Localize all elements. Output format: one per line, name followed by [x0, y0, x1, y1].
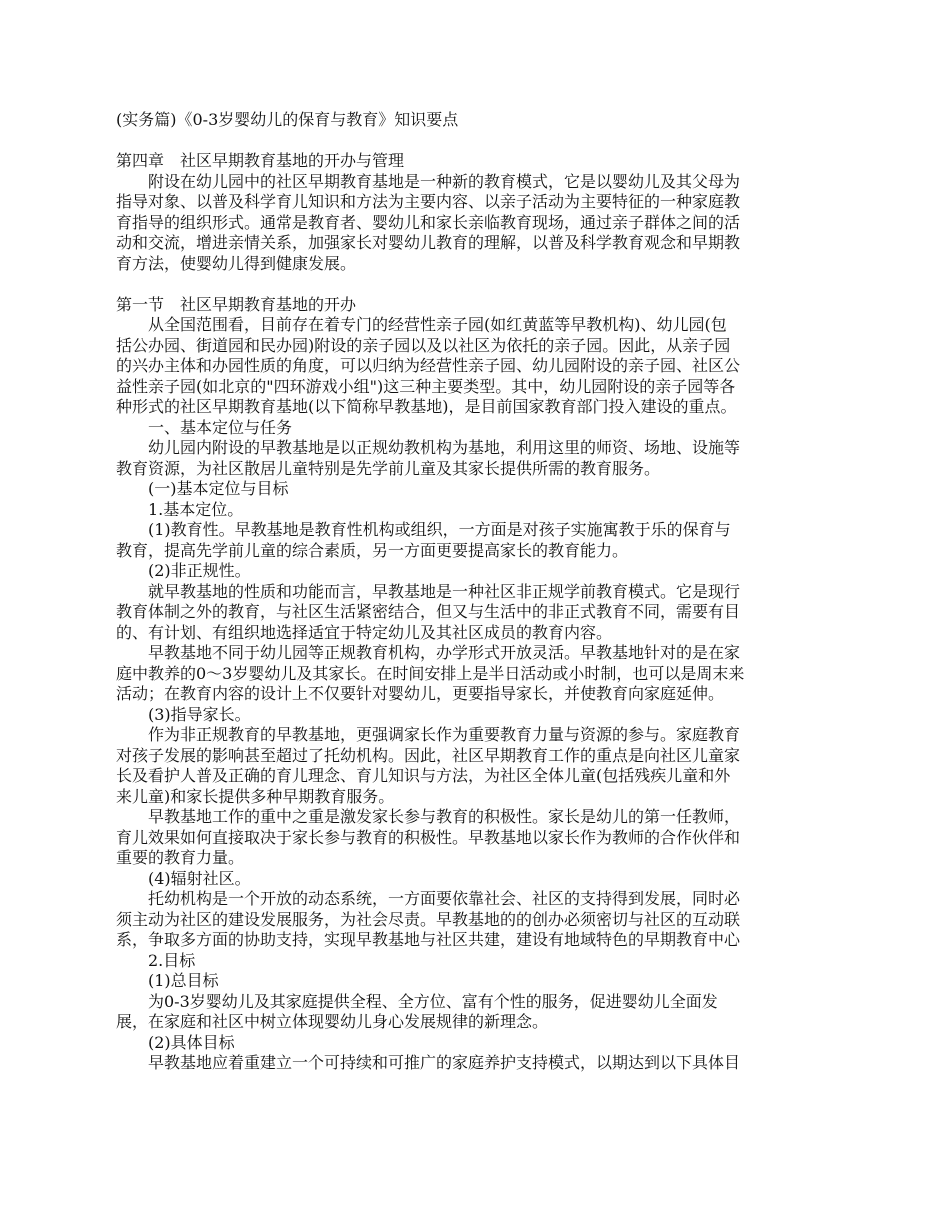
text-line: (1)教育性。早教基地是教育性机构或组织，一方面是对孩子实施寓教于乐的保育与 [148, 520, 731, 539]
text-line: 从全国范围看，目前存在着专门的经营性亲子园(如红黄蓝等早教机构)、幼儿园(包 [148, 315, 727, 334]
section-heading: 第一节 社区早期教育基地的开办 [116, 294, 357, 314]
paragraph-community [116, 889, 838, 951]
paragraph-specific-goal [116, 1053, 838, 1074]
text-line: 括公办园、街道园和民办园)附设的亲子园以及以社区为依托的亲子园。因此，从亲子园 [116, 335, 731, 355]
text-line: 展，在家庭和社区中树立体现婴幼儿身心发展规律的新理念。 [116, 1012, 549, 1031]
spacer [116, 131, 838, 152]
text-line: 育方法，使婴幼儿得到健康发展。 [116, 253, 357, 273]
spacer [116, 274, 838, 295]
text-line: 早教基地应着重建立一个可持续和可推广的家庭养护支持模式，以期达到以下具体目 [148, 1053, 741, 1072]
subheading-specific-goal: (2)具体目标 [148, 1032, 235, 1052]
doc-title: (实务篇)《0-3岁婴幼儿的保育与教育》知识要点 [116, 110, 459, 129]
text-line: 幼儿园内附设的早教基地是以正规幼教机构为基地，利用这里的师资、场地、设施等 [148, 438, 741, 457]
text-line: 益性亲子园(如北京的"四环游戏小组")这三种主要类型。其中，幼儿园附设的亲子园等各 [116, 376, 736, 396]
subheading-basic: 一、基本定位与任务 [148, 417, 293, 437]
text-line: 托幼机构是一个开放的动态系统，一方面要依靠社会、社区的支持得到发展，同时必 [148, 889, 741, 908]
text-line: 系，争取多方面的协助支持，实现早教基地与社区共建，建设有地域特色的早期教育中心 [116, 930, 741, 949]
paragraph-informal-a [116, 582, 838, 644]
subheading-basic-positioning: 1.基本定位。 [148, 499, 244, 519]
paragraph-overall-goal [116, 992, 838, 1033]
basic-paragraph [116, 438, 838, 479]
text-line: 育指导的组织形式。通常是教育者、婴幼儿和家长亲临教育现场，通过亲子群体之间的活 [116, 212, 741, 232]
text-line: 的、有计划、有组织地选择适宜于特定幼儿及其社区成员的教育内容。 [116, 622, 613, 642]
subheading-goals: 2.目标 [148, 950, 196, 970]
section-intro-paragraph [116, 315, 838, 418]
subheading-positioning: (一)基本定位与目标 [148, 479, 289, 498]
subheading-guide-parents: (3)指导家长。 [148, 704, 251, 724]
chapter-intro-paragraph [116, 172, 838, 275]
text-line: 活动；在教育内容的设计上不仅要针对婴幼儿，更要指导家长，并使教育向家庭延伸。 [116, 684, 725, 703]
subheading-community: (4)辐射社区。 [148, 868, 251, 888]
text-line: 对孩子发展的影响甚至超过了托幼机构。因此，社区早期教育工作的重点是向社区儿童家 [116, 745, 741, 765]
text-line: 为0-3岁婴幼儿及其家庭提供全程、全方位、富有个性的服务，促进婴幼儿全面发 [148, 991, 718, 1011]
text-line: 早教基地工作的重中之重是激发家长参与教育的积极性。家长是幼儿的第一任教师， [148, 807, 741, 826]
text-line: 教育资源，为社区散居儿童特别是先学前儿童及其家长提供所需的教育服务。 [116, 458, 661, 478]
subheading-overall-goal: (1)总目标 [148, 971, 219, 990]
paragraph-informal-b [116, 643, 838, 705]
text-line: 作为非正规教育的早教基地，更强调家长作为重要教育力量与资源的参与。家庭教育 [148, 725, 741, 744]
subheading-informal: (2)非正规性。 [148, 561, 251, 580]
text-line: 教育体制之外的教育，与社区生活紧密结合，但又与生活中的非正式教育不同，需要有目 [116, 602, 741, 621]
chapter-heading: 第四章 社区早期教育基地的开办与管理 [116, 151, 405, 170]
text-line: 育儿效果如何直接取决于家长参与教育的积极性。早教基地以家长作为教师的合作伙伴和 [116, 827, 741, 847]
text-line: 须主动为社区的建设发展服务，为社会尽责。早教基地的的创办必须密切与社区的互动联 [116, 909, 741, 929]
text-line: 指导对象、以普及科学育儿知识和方法为主要内容、以亲子活动为主要特征的一种家庭教 [116, 192, 741, 211]
text-line: 庭中教养的0～3岁婴幼儿及其家长。在时间安排上是半日活动或小时制，也可以是周末来 [116, 663, 745, 683]
paragraph-guide-parents-b [116, 807, 838, 869]
text-line: 的兴办主体和办园性质的角度，可以归纳为经营性亲子园、幼儿园附设的亲子园、社区公 [116, 356, 741, 375]
text-line: 长及看护人普及正确的育儿理念、育儿知识与方法，为社区全体儿童(包括残疾儿童和外 [116, 766, 731, 785]
paragraph-educational [116, 520, 838, 561]
text-line: 附设在幼儿园中的社区早期教育基地是一种新的教育模式，它是以婴幼儿及其父母为 [148, 171, 741, 191]
document-page [116, 110, 838, 1074]
paragraph-guide-parents-a [116, 725, 838, 807]
text-line: 教育，提高先学前儿童的综合素质，另一方面更要提高家长的教育能力。 [116, 540, 629, 560]
text-line: 种形式的社区早期教育基地(以下简称早教基地)，是目前国家教育部门投入建设的重点。 [116, 397, 737, 416]
text-line: 来儿童)和家长提供多种早期教育服务。 [116, 786, 395, 806]
text-line: 重要的教育力量。 [116, 848, 245, 867]
text-line: 早教基地不同于幼儿园等正规教育机构，办学形式开放灵活。早教基地针对的是在家 [148, 643, 741, 662]
text-line: 动和交流，增进亲情关系，加强家长对婴幼儿教育的理解，以普及科学教育观念和早期教 [116, 233, 741, 252]
text-line: 就早教基地的性质和功能而言，早教基地是一种社区非正规学前教育模式。它是现行 [148, 581, 741, 601]
